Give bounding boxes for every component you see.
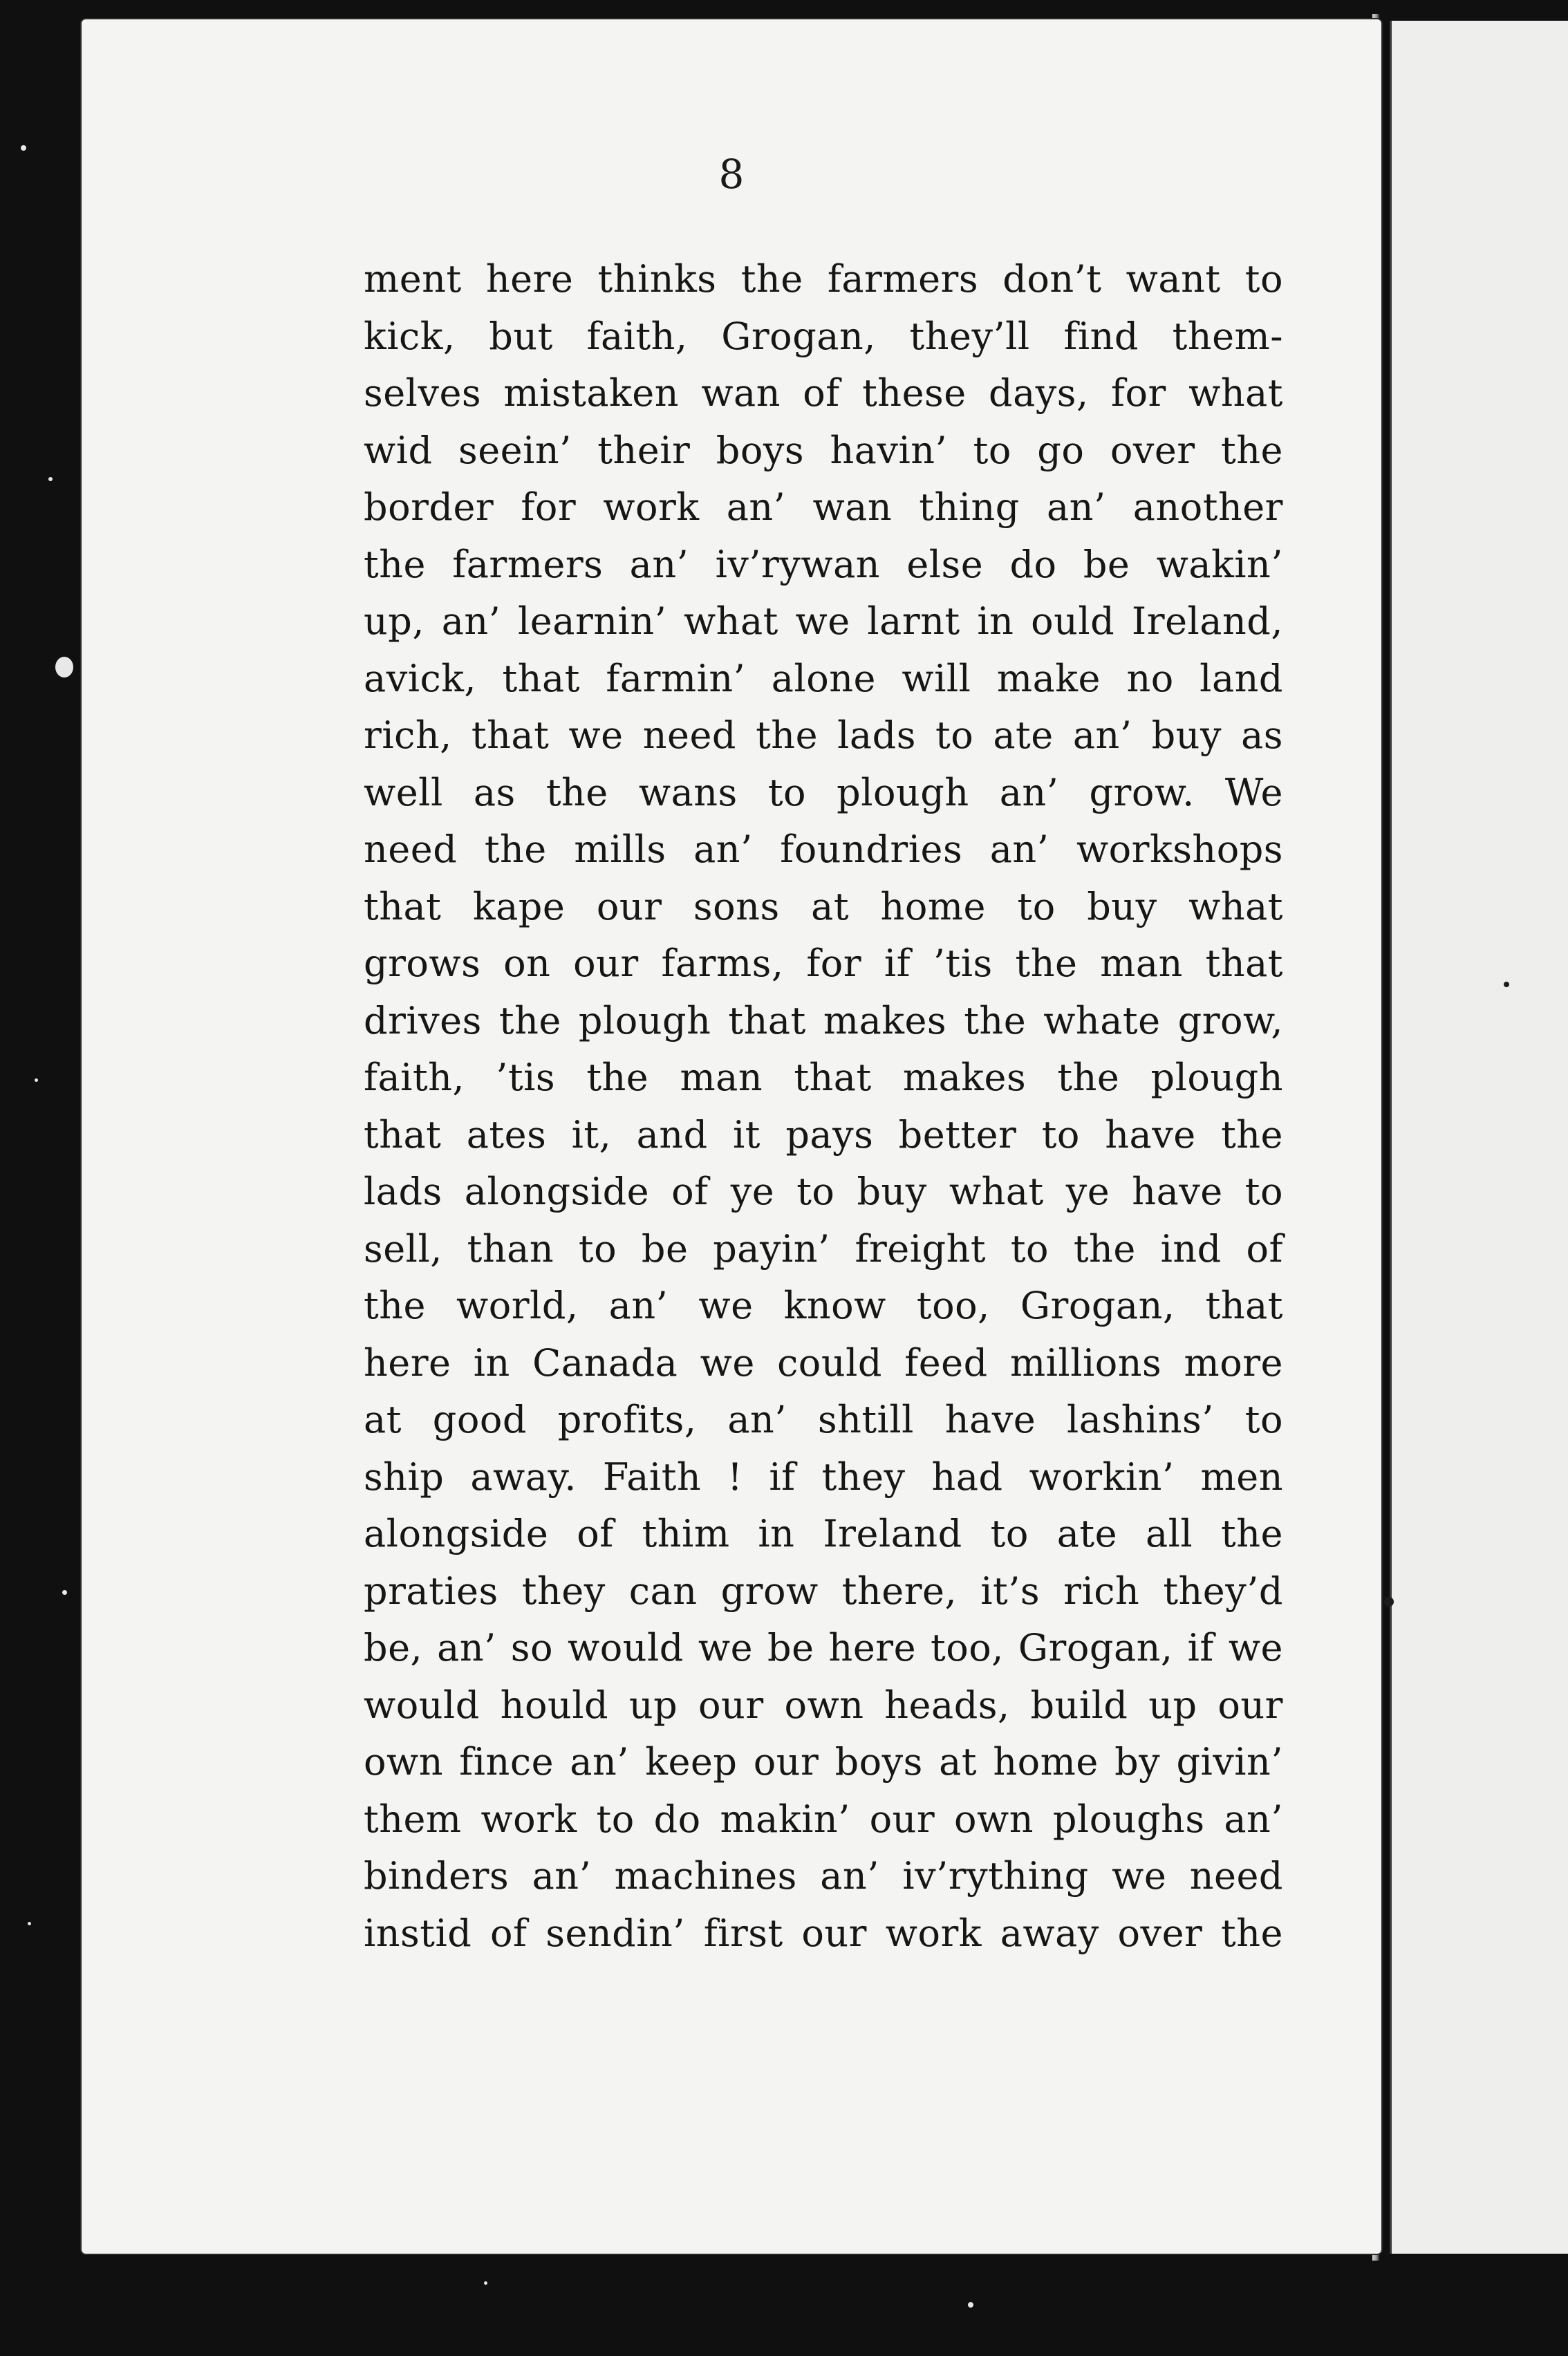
scan-speck xyxy=(484,2281,487,2285)
text-line: up, an’ learnin’ what we larnt in ould Ireland, xyxy=(364,599,1283,643)
scan-speck xyxy=(62,1590,67,1595)
adjacent-page-edge xyxy=(1390,21,1568,2254)
text-line: them work to do makin’ our own ploughs an’ xyxy=(364,1797,1283,1841)
text-line: wid seein’ their boys havin’ to go over the xyxy=(364,428,1283,472)
text-line: praties they can grow there, it’s rich they’d xyxy=(364,1569,1283,1613)
text-line: avick, that farmin’ alone will make no land xyxy=(364,656,1283,700)
text-line: instid of sendin’ first our work away over the xyxy=(364,1911,1283,1955)
text-line: well as the wans to plough an’ grow. We xyxy=(364,770,1283,814)
scan-speck xyxy=(1504,982,1509,987)
text-line: rich, that we need the lads to ate an’ buy as xyxy=(364,713,1283,757)
text-line: sell, than to be payin’ freight to the ind of xyxy=(364,1226,1283,1271)
text-line: ment here thinks the farmers don’t want to xyxy=(364,257,1283,301)
text-line: here in Canada we could feed millions more xyxy=(364,1340,1283,1385)
text-line: that ates it, and it pays better to have the xyxy=(364,1112,1283,1157)
text-line: binders an’ machines an’ iv’rything we need xyxy=(364,1854,1283,1898)
text-line: the world, an’ we know too, Grogan, that xyxy=(364,1284,1283,1327)
text-line: lads alongside of ye to buy what ye have to xyxy=(364,1170,1283,1213)
scan-speck xyxy=(48,477,53,481)
scan-speck xyxy=(28,1922,31,1925)
text-line: faith, ’tis the man that makes the plough xyxy=(364,1056,1283,1099)
text-line: alongside of thim in Ireland to ate all the xyxy=(364,1512,1283,1555)
text-line: at good profits, an’ shtill have lashins’ to xyxy=(364,1398,1283,1441)
scan-speck xyxy=(1384,1597,1394,1607)
book-page xyxy=(82,19,1381,2254)
text-line: the farmers an’ iv’rywan else do be wakin’ xyxy=(364,542,1283,586)
text-line: need the mills an’ foundries an’ workshops xyxy=(364,828,1283,871)
body-text xyxy=(364,251,1283,1962)
scan-speck xyxy=(55,657,73,677)
scan-speck xyxy=(968,2302,973,2308)
page-number: 8 xyxy=(718,151,745,198)
text-line: be, an’ so would we be here too, Grogan, if we xyxy=(364,1626,1283,1670)
scan-speck xyxy=(35,1078,38,1082)
text-line: would hould up our own heads, build up our xyxy=(364,1683,1283,1727)
scan-speck xyxy=(21,145,26,151)
text-line: selves mistaken wan of these days, for what xyxy=(364,371,1283,415)
text-line: kick, but faith, Grogan, they’ll find them- xyxy=(364,314,1283,358)
text-line: border for work an’ wan thing an’ another xyxy=(364,485,1283,529)
text-line: own fince an’ keep our boys at home by givin’ xyxy=(364,1740,1283,1784)
text-line: that kape our sons at home to buy what xyxy=(364,884,1283,928)
text-line: ship away. Faith ! if they had workin’ men xyxy=(364,1455,1283,1499)
text-line: drives the plough that makes the whate grow, xyxy=(364,998,1283,1043)
text-line: grows on our farms, for if ’tis the man that xyxy=(364,942,1283,985)
